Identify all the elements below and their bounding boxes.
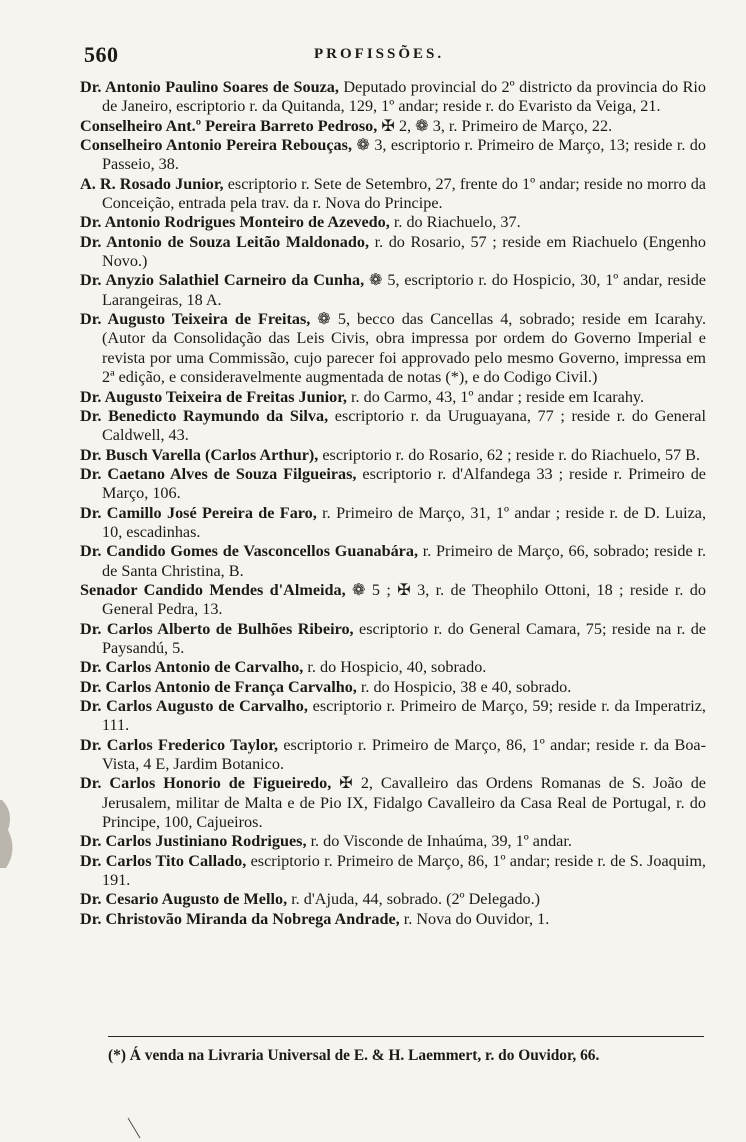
entry-name: Dr. Busch Varella (Carlos Arthur),	[80, 445, 319, 464]
entry-text: r. Primeiro de Março, 66, sobrado; reside r. de Santa Christina, B.	[102, 542, 706, 580]
entry-name: Dr. Christovão Miranda da Nobrega Andrade,	[80, 909, 400, 928]
page-number: 560	[84, 42, 119, 67]
entry-name: A. R. Rosado Junior,	[80, 174, 224, 193]
footnote: (*) Á venda na Livraria Universal de E. & H. Laemmert, r. do Ouvidor, 66.	[108, 1047, 600, 1064]
entry-text: escriptorio r. Primeiro de Março, 59; reside r. da Imperatriz, 111.	[102, 697, 706, 735]
entry-name: Dr. Carlos Tito Callado,	[80, 851, 247, 870]
entry-name: Dr. Carlos Justiniano Rodrigues,	[80, 832, 307, 851]
entry-name: Senador Candido Mendes d'Almeida,	[80, 580, 346, 599]
entry-text: r. do Carmo, 43, 1º andar ; reside em Icarahy.	[346, 387, 645, 406]
entry-name: Dr. Anyzio Salathiel Carneiro da Cunha,	[80, 271, 365, 290]
entry-name: Dr. Antonio de Souza Leitão Maldonado,	[80, 232, 370, 251]
entry-text: escriptorio r. do Rosario, 62 ; reside r. do Riachuelo, 57 B.	[318, 445, 701, 464]
entry-name: Dr. Cesario Augusto de Mello,	[80, 890, 288, 909]
entry-text: r. do Visconde de Inhaúma, 39, 1º andar.	[306, 832, 572, 851]
entry-text: ❁ 5, escriptorio r. do Hospicio, 30, 1º andar, reside Larangeiras, 18 A.	[102, 271, 706, 309]
entry-name: Dr. Augusto Teixeira de Freitas Junior,	[80, 387, 347, 406]
edge-stain	[0, 800, 13, 868]
entry-text: escriptorio r. Sete de Setembro, 27, frente do 1º andar; reside no morro da Conceição, entrada pela trav. da r. Nova do Principe.	[102, 174, 706, 213]
entry-name: Dr. Carlos Antonio de Carvalho,	[80, 658, 304, 677]
entry-text: escriptorio r. do General Camara, 75; reside na r. de Paysandú, 5.	[102, 619, 706, 657]
entry-text: r. do Riachuelo, 37.	[389, 213, 521, 232]
entry-text: r. Nova do Ouvidor, 1.	[399, 909, 550, 928]
entry-text: Deputado provincial do 2º districto da provincia do Rio de Janeiro, escriptorio r. da Quitanda, 129, 1º andar; reside r. do Evaristo da Veiga, 21.	[102, 78, 706, 116]
entry-text: r. do Rosario, 57 ; reside em Riachuelo (Engenho Novo.)	[102, 232, 706, 271]
entry-text: escriptorio r. d'Alfandega 33 ; reside r. Primeiro de Março, 106.	[102, 464, 706, 503]
entry-text: escriptorio r. da Uruguayana, 77 ; reside r. do General Caldwell, 43.	[102, 406, 706, 445]
entry-text: r. d'Ajuda, 44, sobrado. (2º Delegado.)	[287, 890, 541, 909]
entry-name: Dr. Antonio Rodrigues Monteiro de Azevedo,	[80, 213, 390, 232]
entry-name: Dr. Caetano Alves de Souza Filgueiras,	[80, 464, 357, 483]
entry-name: Dr. Augusto Teixeira de Freitas,	[80, 310, 311, 329]
entry-text: ❁ 5 ; ✠ 3, r. de Theophilo Ottoni, 18 ; reside r. do General Pedra, 13.	[102, 580, 706, 619]
entry-text: r. Primeiro de Março, 31, 1º andar ; reside r. de D. Luiza, 10, escadinhas.	[102, 503, 706, 541]
entry-name: Dr. Candido Gomes de Vasconcellos Guanabára,	[80, 542, 418, 561]
entry-text: ✠ 2, ❁ 3, r. Primeiro de Março, 22.	[377, 116, 613, 135]
entry-text: escriptorio r. Primeiro de Março, 86, 1º andar; reside r. de S. Joaquim, 191.	[102, 851, 706, 890]
entry-name: Dr. Carlos Augusto de Carvalho,	[80, 697, 308, 715]
entry-name: Dr. Antonio Paulino Soares de Souza,	[80, 78, 339, 96]
entry-name: Dr. Camillo José Pereira de Faro,	[80, 503, 317, 522]
entry-name: Dr. Carlos Alberto de Bulhões Ribeiro,	[80, 619, 354, 638]
entry-text: ✠ 2, Cavalleiro das Ordens Romanas de S. João de Jerusalem, militar de Malta e de Pio IX, Fidalgo Cavalleiro da Casa Real de Portugal, r. do Principe, 100, Cajueiros.	[102, 774, 706, 832]
entry-name: Dr. Carlos Antonio de França Carvalho,	[80, 677, 357, 696]
entry-text: ❁ 3, escriptorio r. Primeiro de Março, 13; reside r. do Passeio, 38.	[102, 136, 706, 174]
entry-name: Conselheiro Antonio Pereira Rebouças,	[80, 136, 352, 155]
entry-text: escriptorio r. Primeiro de Março, 86, 1º andar; reside r. da Boa-Vista, 4 E, Jardim Botanico.	[102, 735, 706, 774]
entry-text: r. do Hospicio, 40, sobrado.	[303, 658, 487, 677]
entry-name: Conselheiro Ant.º Pereira Barreto Pedroso,	[80, 116, 378, 135]
entry-name: Dr. Carlos Frederico Taylor,	[80, 735, 279, 754]
entry-text: ❁ 5, becco das Cancellas 4, sobrado; reside em Icarahy. (Autor da Consolidação das Leis Civis, obra impressa por ordem do Governo Imperial e revista por uma Commissão, cujo parecer foi approvado pelo mesmo Governo, impressa em 2ª edição, e consideravelmente augmentada de notas (*), e do Codigo Civil.)	[102, 310, 706, 387]
entry-name: Dr. Carlos Honorio de Figueiredo,	[80, 774, 332, 793]
entry-text: r. do Hospicio, 38 e 40, sobrado.	[356, 677, 572, 696]
entry-name: Dr. Benedicto Raymundo da Silva,	[80, 406, 329, 425]
running-title: PROFISSÕES.	[314, 46, 445, 62]
ink-scratch	[128, 1118, 140, 1138]
